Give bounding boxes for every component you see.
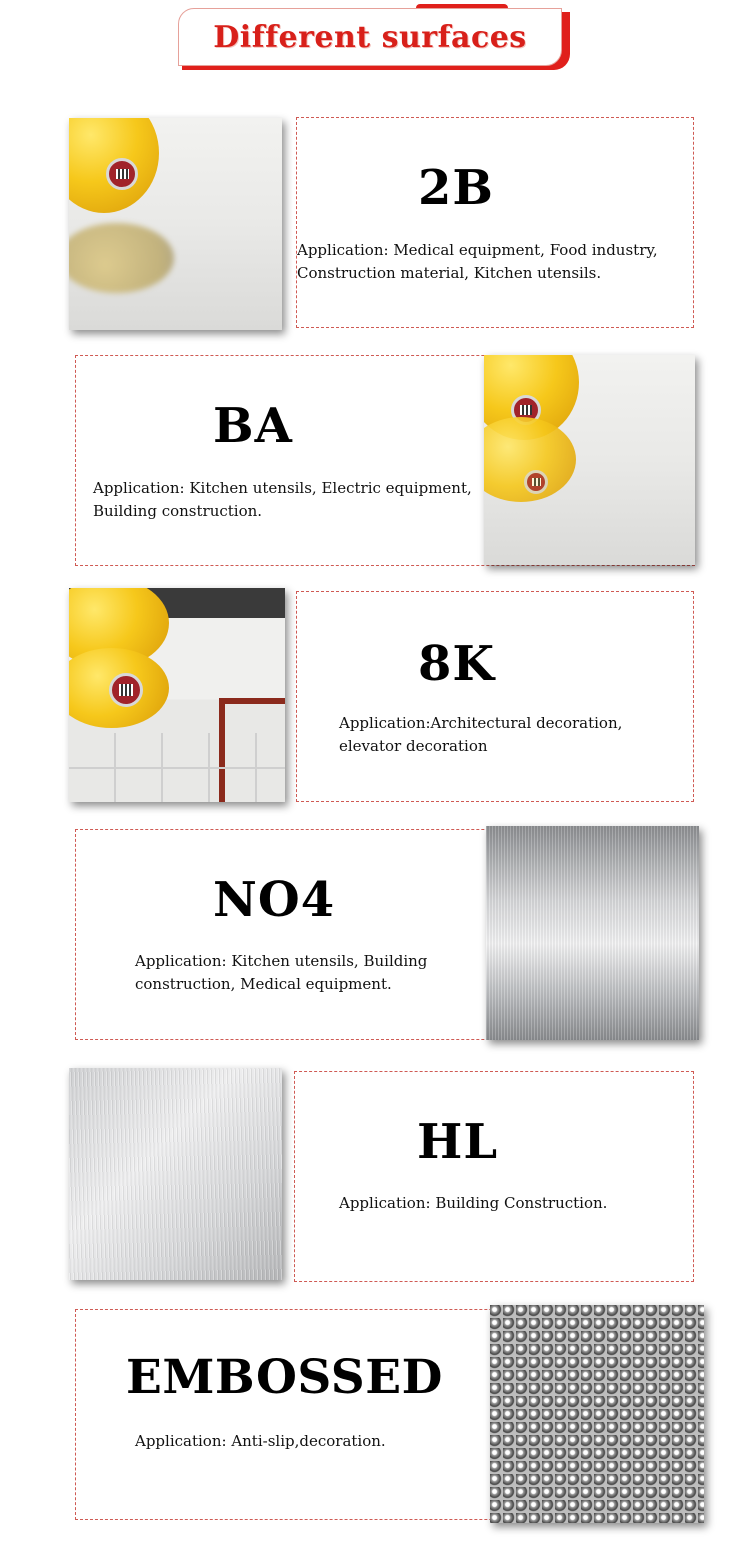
section-header	[178, 8, 570, 70]
surface-photo-embossed	[490, 1305, 704, 1523]
surface-photo-ba	[484, 355, 695, 565]
surface-card-8k	[296, 591, 694, 802]
surface-photo-no4	[486, 826, 699, 1040]
surface-application: Application: Anti-slip,decoration.	[135, 1432, 386, 1450]
surface-card-hl	[294, 1071, 694, 1282]
surface-application: Application: Medical equipment, Food industry, Construction material, Kitchen utensils.	[297, 241, 658, 282]
surface-card-2b	[296, 117, 694, 328]
surface-application: Application:Architectural decoration, elevator decoration	[339, 714, 623, 755]
surface-code: 8K	[418, 636, 496, 692]
surface-code: EMBOSSED	[126, 1350, 443, 1405]
header-tab	[178, 8, 562, 66]
surface-code: BA	[213, 398, 293, 454]
surface-photo-2b	[69, 118, 282, 330]
surface-code: HL	[417, 1114, 499, 1170]
surface-photo-hl	[69, 1068, 282, 1280]
surface-code: NO4	[213, 872, 336, 928]
surface-photo-8k	[69, 588, 285, 802]
surface-application: Application: Kitchen utensils, Electric equipment, Building construction.	[93, 479, 472, 520]
surface-application: Application: Building Construction.	[339, 1194, 608, 1212]
surface-code: 2B	[418, 160, 494, 216]
section-title: Different surfaces	[213, 19, 527, 55]
surface-application: Application: Kitchen utensils, Building construction, Medical equipment.	[135, 952, 428, 993]
